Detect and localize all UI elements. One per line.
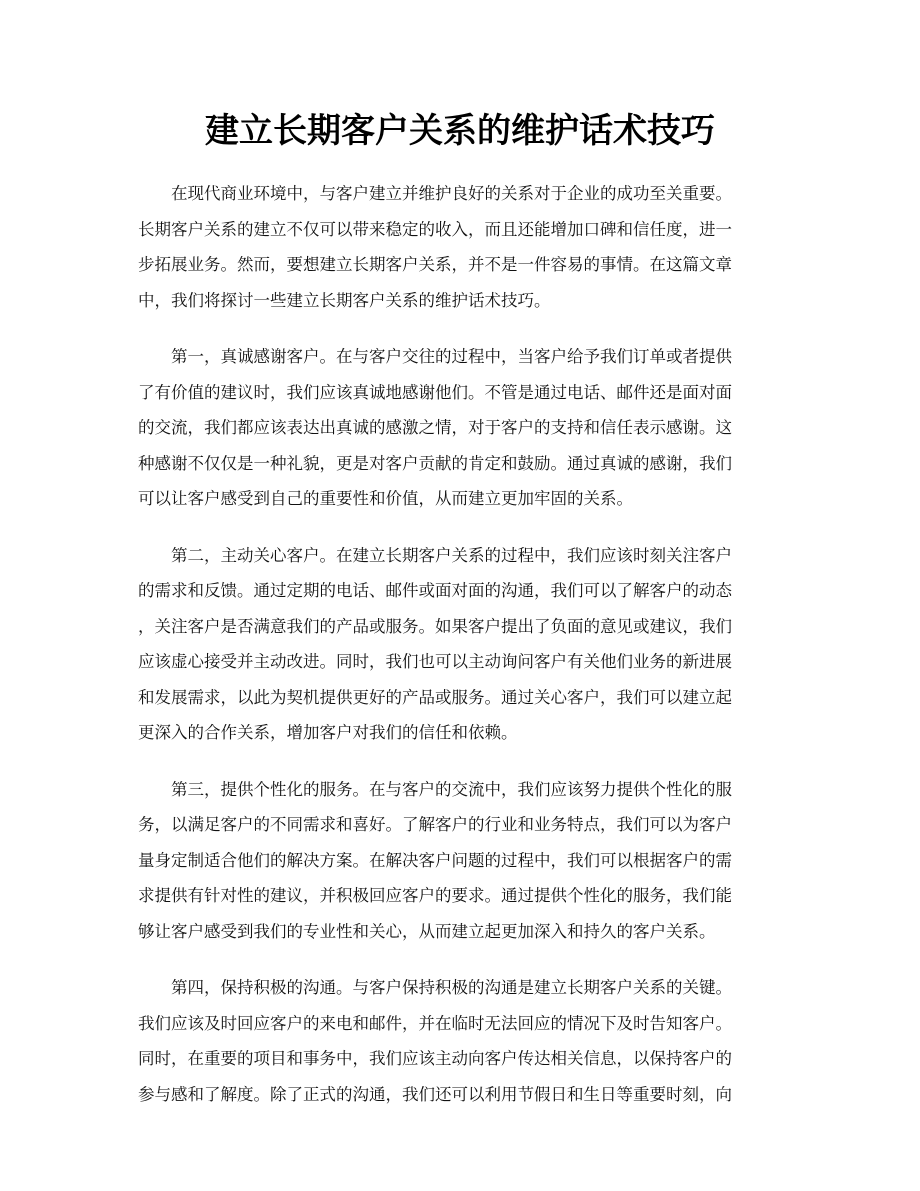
paragraph-line: 了有价值的建议时，我们应该真诚地感谢他们。不管是通过电话、邮件还是面对面 [138,382,732,402]
paragraph-line: 的交流，我们都应该表达出真诚的感激之情，对于客户的支持和信任表示感谢。这 [138,418,732,437]
paragraph-line: 更深入的合作关系，增加客户对我们的信任和依赖。 [138,723,518,742]
paragraph-line: 种感谢不仅仅是一种礼貌，更是对客户贡献的肯定和鼓励。通过真诚的感谢，我们 [138,453,732,473]
paragraph-line: 够让客户感受到我们的专业性和关心，从而建立起更加深入和持久的客户关系。 [138,921,716,941]
paragraph-line: 的需求和反馈。通过定期的电话、邮件或面对面的沟通，我们可以了解客户的动态 [138,581,732,600]
paragraph-line: 第三，提供个性化的服务。在与客户的交流中，我们应该努力提供个性化的服 [171,779,732,799]
paragraph-first-tip [138,339,790,517]
paragraph-second-tip [138,538,790,751]
document-body [138,176,790,1133]
paragraph-line: 中，我们将探讨一些建立长期客户关系的维护话术技巧。 [138,290,551,310]
paragraph-fourth-tip [138,970,790,1112]
paragraph-line: 长期客户关系的建立不仅可以带来稳定的收入，而且还能增加口碑和信任度，进一 [138,219,732,239]
paragraph-third-tip [138,772,790,950]
paragraph-line: 第四，保持积极的沟通。与客户保持积极的沟通是建立长期客户关系的关键。 [171,978,732,997]
paragraph-line: 步拓展业务。然而，要想建立长期客户关系，并不是一件容易的事情。在这篇文章 [138,255,732,274]
paragraph-line: 在现代商业环境中，与客户建立并维护良好的关系对于企业的成功至关重要。 [171,184,732,203]
paragraph-line: 参与感和了解度。除了正式的沟通，我们还可以利用节假日和生日等重要时刻，向 [138,1084,732,1104]
paragraph-line: ，关注客户是否满意我们的产品或服务。如果客户提出了负面的意见或建议，我们 [138,616,732,636]
paragraph-line: 可以让客户感受到自己的重要性和价值，从而建立更加牢固的关系。 [138,489,633,508]
document-title: 建立长期客户关系的维护话术技巧 [205,111,715,151]
paragraph-line: 同时，在重要的项目和事务中，我们应该主动向客户传达相关信息，以保持客户的 [138,1049,732,1068]
paragraph-line: 求提供有针对性的建议，并积极回应客户的要求。通过提供个性化的服务，我们能 [138,886,732,905]
paragraph-line: 和发展需求，以此为契机提供更好的产品或服务。通过关心客户，我们可以建立起 [138,687,732,707]
paragraph-intro [138,176,790,318]
paragraph-line: 第一，真诚感谢客户。在与客户交往的过程中，当客户给予我们订单或者提供 [171,347,732,366]
paragraph-line: 我们应该及时回应客户的来电和邮件，并在临时无法回应的情况下及时告知客户。 [138,1013,732,1033]
paragraph-line: 第二，主动关心客户。在建立长期客户关系的过程中，我们应该时刻关注客户 [171,545,732,565]
paragraph-line: 量身定制适合他们的解决方案。在解决客户问题的过程中，我们可以根据客户的需 [138,850,732,870]
paragraph-line: 务，以满足客户的不同需求和喜好。了解客户的行业和业务特点，我们可以为客户 [138,815,732,834]
paragraph-line: 应该虚心接受并主动改进。同时，我们也可以主动询问客户有关他们业务的新进展 [138,652,732,671]
